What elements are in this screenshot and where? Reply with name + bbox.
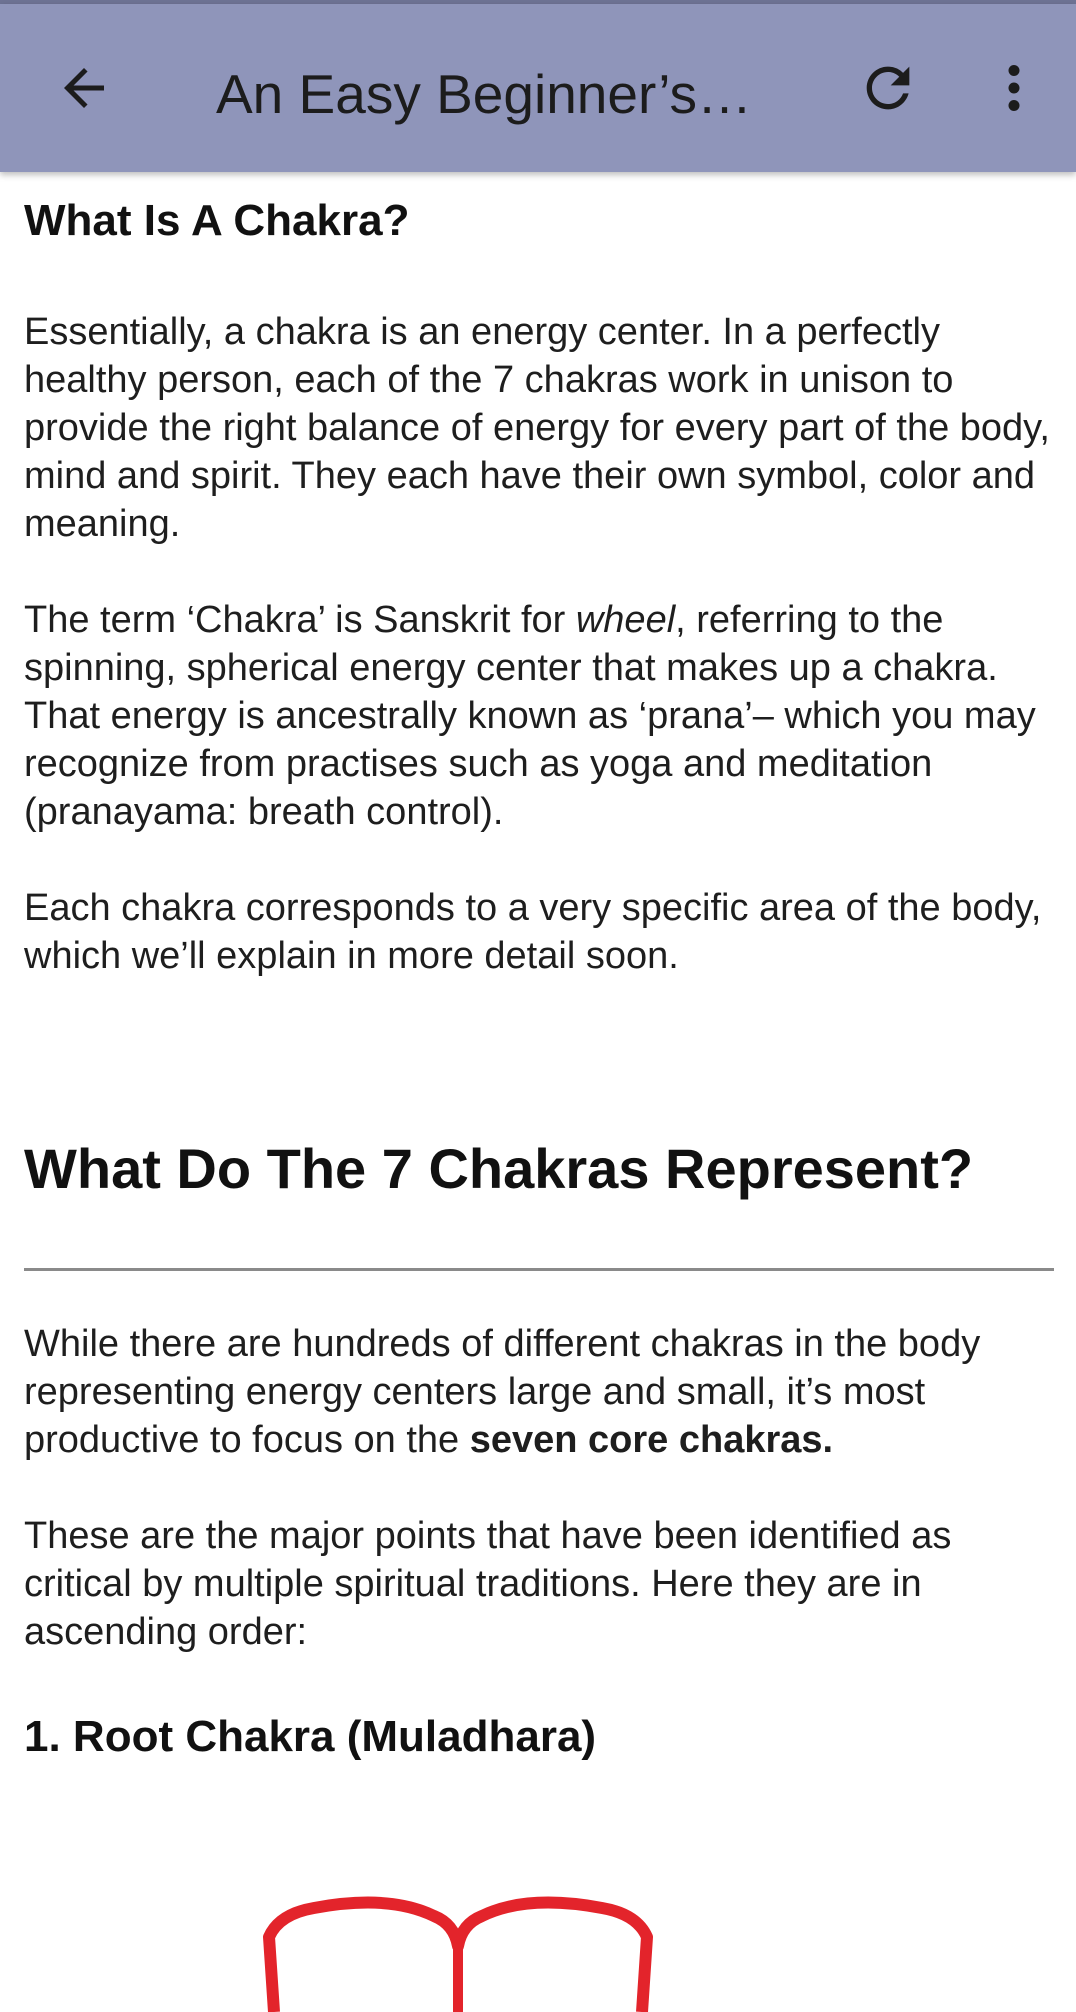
more-options-button[interactable] (966, 40, 1062, 136)
paragraph-major-points: These are the major points that have been identified as critical by multiple spiritual traditions. Here they are in ascending order: (24, 1515, 952, 1653)
arrow-left-icon (54, 58, 114, 118)
refresh-icon (856, 56, 920, 120)
paragraph-chakra-definition: Essentially, a chakra is an energy center. In a perfectly healthy person, each of the 7 chakras work in unison to provide the right balance of energy for every part of the body, mind and spirit. They each have their own symbol, color and meaning. (24, 311, 1050, 545)
paragraph-hundreds-chakras: While there are hundreds of different chakras in the body representing energy centers large and small, it’s most productive to focus on the seven core chakras. (24, 1323, 981, 1461)
root-chakra-symbol-icon (144, 1812, 764, 2012)
more-vert-icon (984, 58, 1044, 118)
divider (24, 1268, 1054, 1271)
root-chakra-image (144, 1812, 764, 2012)
paragraph-chakra-body-area: Each chakra corresponds to a very specific area of the body, which we’ll explain in more detail soon. (24, 887, 1042, 977)
page-title: An Easy Beginner’s… (216, 63, 753, 125)
emphasis-wheel: wheel (575, 599, 676, 641)
section-heading-what-is-chakra: What Is A Chakra? (24, 196, 410, 245)
back-button[interactable] (36, 40, 132, 136)
section-heading-root-chakra: 1. Root Chakra (Muladhara) (24, 1712, 597, 1761)
paragraph-chakra-term: The term ‘Chakra’ is Sanskrit for wheel, referring to the spinning, spherical energy center that makes up a chakra. That energy is ancestrally known as ‘prana’– which you may recognize from practises such as yoga and meditation (pranayama: breath control). (24, 599, 1036, 833)
emphasis-seven-core: seven core chakras. (469, 1419, 834, 1461)
app-bar (0, 4, 1076, 172)
refresh-button[interactable] (840, 40, 936, 136)
section-heading-seven-chakras: What Do The 7 Chakras Represent? (24, 1137, 974, 1200)
